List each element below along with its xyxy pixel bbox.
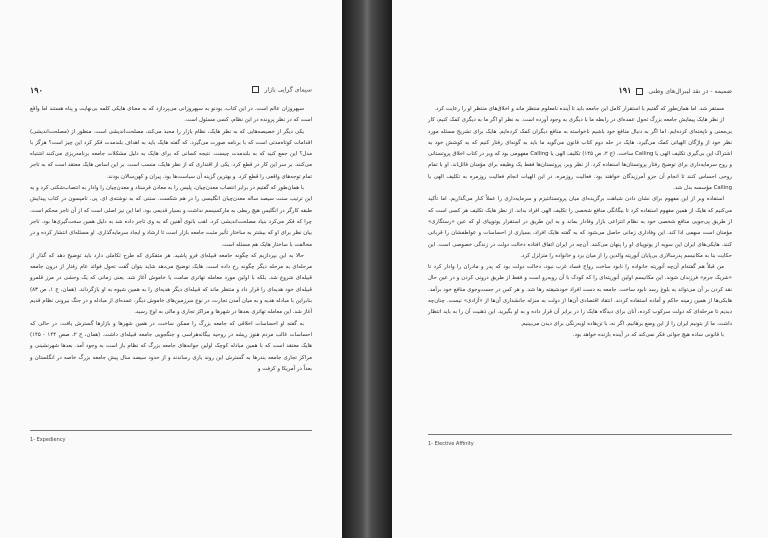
footnote-divider <box>428 434 732 435</box>
right-page-header <box>428 84 732 96</box>
paragraph: من قبلاً هم گفته‌ام آن‌چه آنوریته خانواده را نابود ساخت رواج فساد غرب نبود، دخالت دولت بود که پدر و مادران را وادار کرد تا «شریک جرم» فرزندان شوند. این مکانیسم اولین آنوریته‌ای را که کودک با آن روبه‌رو است و فقط از طریق درونی کردن و در عین حال نقد کردن بر آن می‌تواند به بلوغ رسد نابود ساخت. جامعه به دست افراد خودشیفته رها شد. و هر کس در جست‌وجوی منافع خود برآمد. هایکی‌ها از همین زمینه حاکم و آماده استفاده کردند. انتقاد اقتصادی آن‌ها از دولت به منزله جانشداری آن‌ها از «آزادی» نیست. چنان‌چه دیدیم تا مرحله‌ای که دولت سرکوب کرده، آنان برای دیدگاه هایک را در برابر آن قرار داده و به او بگیرید. این ذهنیت آن را به باید انتظار داشت. ما از بتونیم ایران را از این وضع برهانیم. اگر نه، با تن‌هاده اوبه‌رنگی برای دیدن می‌بینیم. <box>428 264 732 327</box>
paragraph: سپهروزان عالم است. در این کتاب، بودنو به سپهروزانی می‌پردازد که به معنای هایکی کلمه بی‌نهایت و پناه هستند اما واقع است که در نظر پرونده در این نظام، کسی مسئول است. <box>30 106 312 124</box>
paragraph: به گفته او احساسات اخلاقی که جامعه بزرگ را ممکن ساخت، در همین شهرها و بازارها گسترش یافت. در حالی که احساسات غالب مردم هنوز ریشه در روحیه بیگانه‌هراسی و جنگجویی جامعه قبیله‌ای داشت. (همان، ج ۲، صص ۱۴۴ - ۱۴۵) هایک معتقد است که با همین مبادله کوچک اولین جوانه‌های جامعه بزرگ که نظام باز است به وجود آمد. بعدها شهرنشینی و مراکز تجاری جامعه بندرها به گسترش این روند یاری رساندند و از حدود سیصد سال پیش جامعه بزرگ خاصه در انگلستان و بعداً در آمریکا و کرفت و <box>30 320 312 372</box>
header-square-icon <box>636 88 643 95</box>
left-page-number: ١٩٠ <box>30 85 43 95</box>
right-page-number: ١٩١ <box>618 85 632 95</box>
left-page-header <box>30 84 312 96</box>
paragraph: استفاده وبر از این مفهوم برای نشان دادن شباهت برگزیده‌ای میان پروتستانتیزم و سرمایه‌داری را عملاً کنار می‌گذاریم. اما تأکید می‌کنیم که هایک از همین مفهوم استفاده کرد تا بیگانگی منافع شخصی را تکلیف الهی افراد بداند. از نظر هایک تکلیف هر کسی است که از طریق پی‌جویی منافع شخصی خود به نظام انتزاعی بازار وفادار بماند و به این طریق در استقرار یوتوپیای او که عین «رستگاری» مؤمنان است سهمی ادا کند. این وفاداری زمانی حاصل می‌شود که به گفته هایک افراد، بسیاری از احساسات و عواطفشان را قربانی کنند. هایکی‌های ایران این سویه از یوتوپیای او را پنهان می‌کنند. آن‌چه در ایران اتفاق افتاده دخالت دولت در زندگی خصوصی است. این حکایت بنا به مکانیسم پدرسالاری بی‌پایان آنوریته والدین را از میان برد و خانواده را متزلزل کرد. <box>428 196 732 259</box>
paragraph: یکی دیگر از خصیصه‌هایی که به نظر هایک، نظام بازار را محبذ می‌کند، مصلحت‌اندیشی است. منظور از (مصلحت‌اندیشی) اقدامات کوتاه‌مدتی است که با برنامه صورت می‌گیرد. که گفته هایک باید به اهداف بلندمدت فکر کرد این چیز است؟ هرگز با مدل؟ این جمع کنید که به بلندمدت چیست. نتیجه کسانی که برای هایک به دلیل مشکلات جامعه برنامه‌ریزی می‌کنند اشتباه می‌کنند. بر سر این کار در قطع کرد. یکی از اقتداری که از نظر هایک، منسب است. بر این اساس هایک معتقد است که به تاجر تمام توجه‌های واقعی را قطع کرد. و بهترین گزینه آن سیاست‌ها بود. پیران و کهن‌سالان بودند. <box>30 128 312 180</box>
paragraph: با همان‌طور که گفتیم در برابر انتصاب معدن‌چیان، پلیس را به معادن فرستاد و معدن‌چیان را وادار به انتصاب‌شکنی کرد و به این ترتیب سنت سیصد ساله معدن‌چیان انگلیسی را در هم شکست. سنتی که به نوشته‌ی ای. پی. تامپسون در کتاب پیدایش طبقه کارگر در انگلیس هیچ ربطی به مارکسیسم نداشت و بسیار قدیمی بود. اما این نیز اصلی است که از آن تاجر محکم است، چرا که فکر می‌کرد بنیاد مصلحت‌اندیشی کرد. لقب بانوی آهنین که به وی تاجر داده شد به دلیل همین سخت‌گیری‌ها بود. تاجر بیان نظر برای او که بیشتر به ساختار تأثیر مثبت جامعه بازار است تا ارشاد و ایجاد سرمایه‌گذاری. او مسئله‌ای انتشار کرده و در مخالفت با ساختار هایک هم مسئله است. <box>30 185 312 248</box>
header-square-icon <box>252 86 259 93</box>
left-footnote: 1- Expediency <box>30 437 66 443</box>
left-page-body <box>30 104 312 375</box>
left-running-title: سیمای گرایی بازار <box>249 86 312 94</box>
book-spine-gutter <box>342 0 392 538</box>
paragraph: مستقر شد. اما همان‌طور که گفتیم با استقرار کامل این جامعه باید تا آینده نامعلوم منتظر ماند و اخلاق‌های منتظر او را رعایت کرد. <box>434 106 724 112</box>
right-page-body <box>428 104 732 341</box>
paragraph: از نظر هایک پیمایش جامعه بزرگ تحول عمده‌ای در رابطه ما با دیگری به وجود آورده است. به نظر او اگر ما به دیگری کمک کنیم، کار بی‌معنی و ناپخته‌ای کرده‌ایم. اما اگر به دنبال منافع خود باشیم ناخواسته به منافع دیگران کمک کرده‌ایم. هایک برای تشریح مسئله مورد نظر خود از واژگان الهیاتی کمک می‌گیرد. هایک در حله دوم کتاب قانون می‌گوید ما باید به گونه‌ای رفتار کنیم که به کوشش خود به اشتراک این بی‌گیری تکلیف الهی یا Calling ساخت. (ج ۲، ص ۱۴۵) تکلیف الهی یا Calling مفهومی بود که وبر در کتاب اخلاق پروتستانی و روح سرمایه‌داری برای توضیح رفتار پروتستان‌ها استفاده کرد. از نظر وبر، پروتستان‌ها فقط یک وظیفه برای مؤمنان قائل‌اند. او با تمام روحی احساس کنند تا انجام آن جزو آمرزیدگان خواهند بود. فعالیت روزمره، در این الهیات انجام فعالیت روزمره به تکلیف الهی یا Calling مؤسسه بدل شد. <box>428 117 732 192</box>
right-running-title: ضمیمه - در نقد لیبرال‌های وطنی ١٩١ <box>618 85 732 95</box>
right-footnote: 1- Elective Affinity <box>428 441 474 447</box>
paragraph: حالا به این بپردازیم که چگونه جامعه قبیله‌ای فرو پاشید. هر متفکری که طرح تکاملی دارد باید توضیح دهد که گذار از مرحله‌ای به مرحله دیگر چگونه رخ داده است. هایک توضیح می‌دهد شاید بتوان گفت تحول فوائد عام رفتار از درون جامعه قبیله‌ای شروع شد. بلکه با اولین مورد معامله تهاتری صامت یا خاموش آغاز شد. یعنی زمانی که یک وحشی در مرز قلمرو قبیله‌ای خود هدیه‌ای را قرار داد و منتظر ماند که قبیله‌ای دیگر هدیه‌ای را به همین شیوه به او بازگرداند. (همان، ج ۱، ص ۸۳) بنابراین با مبادله هدیه و به میان آمدن تجارت، در نوع سرزمین‌های خاموش دیگر، عمده‌ای از مبادله و در جنگ بیرونی نظام قدیم آغاز شد. این معامله تهاتری بعدها در شهرها و مراکز تجاری و مالی به اوج رسید. <box>30 252 312 316</box>
footnote-divider <box>30 430 312 431</box>
right-page <box>392 0 768 538</box>
left-page <box>0 0 342 538</box>
paragraph: با قانونی ساده هیچ جوانی فکر نمی‌کند که در آینده بازنده خواهد بود. <box>572 331 724 338</box>
